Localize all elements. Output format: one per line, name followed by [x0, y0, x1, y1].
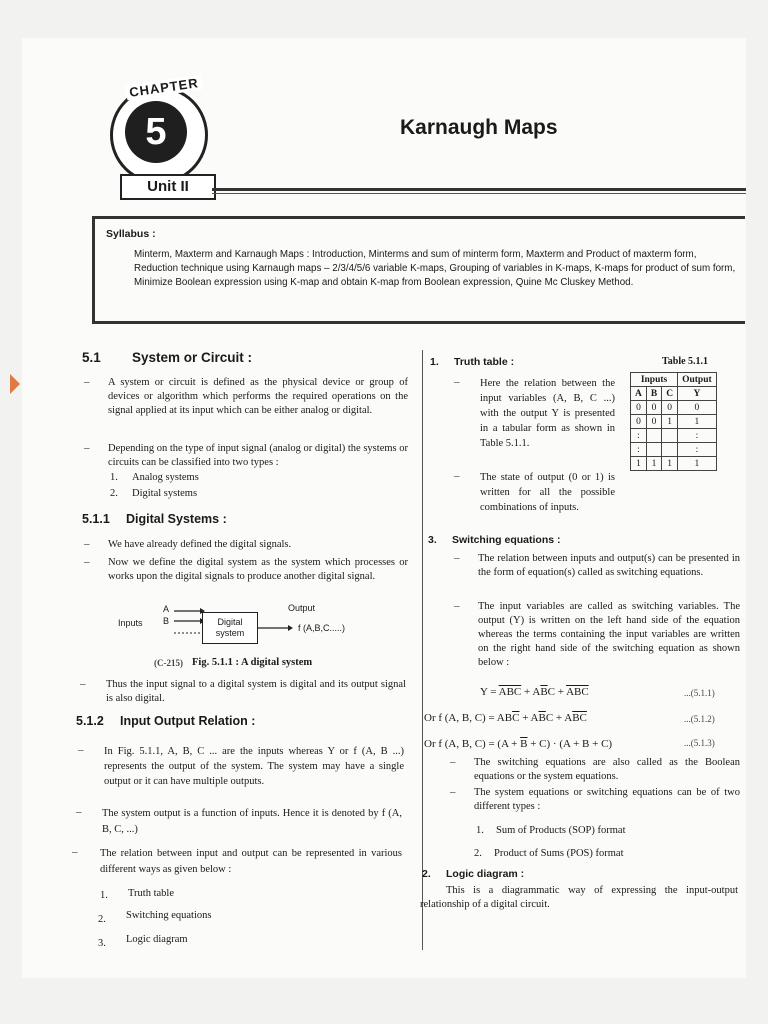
digital-system-label-1: Digital: [217, 617, 243, 627]
table-cell: [662, 429, 678, 443]
equation-5-1-2: [424, 712, 587, 724]
table-cell: 0: [631, 401, 647, 415]
list-item: Analog systems: [132, 472, 199, 483]
section-title-5-1: System or Circuit :: [132, 350, 253, 365]
table-column-header: B: [646, 387, 661, 401]
chapter-title: Karnaugh Maps: [400, 116, 558, 139]
eq-term: $\overline{C}$: [512, 712, 520, 724]
syllabus-text: Minterm, Maxterm and Karnaugh Maps : Introduction, Minterms and sum of minterm form, Maxterm and Product of maxterm form, Reduction technique using Karnaugh maps – 2/3/4/5/6 variable K-maps, Grouping of variables in K-maps, K-maps for product of sum form, Minimize Boolean expression using K-map and obtain K-map from Boolean expression, Quine Mc Cluskey Method.: [134, 249, 736, 288]
paragraph: The system equations or switching equations can be of two different types :: [474, 787, 740, 812]
list-number: 2.: [98, 914, 106, 925]
figure-inputs-label: Inputs: [118, 618, 143, 628]
equation-5-1-3: [424, 738, 612, 750]
heading-truth-table: Truth table :: [454, 356, 515, 368]
table-row: [631, 443, 717, 457]
table-cell: :: [678, 429, 717, 443]
table-cell: 1: [631, 457, 647, 471]
paragraph: The relation between inputs and output(s) can be presented in the form of equation(s) called as switching equations.: [478, 553, 740, 578]
section-title-5-1-1: Digital Systems :: [126, 512, 227, 526]
bullet-dash: –: [84, 442, 90, 454]
digital-system-label-2: system: [215, 628, 245, 638]
paragraph: Depending on the type of input signal (analog or digital) the systems or circuits can be classified into two types :: [108, 443, 408, 468]
heading-switching-equations: Switching equations :: [452, 534, 561, 546]
list-item: Truth table: [128, 888, 174, 899]
section-number-5-1-1: 5.1.1: [82, 512, 110, 526]
figure-output-label: Output: [288, 603, 316, 613]
eq-part: Or f (A, B, C) = AB: [424, 712, 513, 724]
heading-logic-diagram: Logic diagram :: [446, 868, 525, 880]
table-cell: :: [631, 429, 647, 443]
eq-part: + C) · (A + B + C): [527, 738, 613, 750]
paragraph: This is a diagrammatic way of expressing the input-output relationship of a digital circuit.: [420, 885, 738, 910]
eq-term: $\overline{B}$: [520, 738, 528, 750]
list-number: 2.: [474, 848, 482, 859]
eq-part: C + A: [545, 712, 573, 724]
table-cell: 0: [662, 401, 678, 415]
section-title-5-1-2: Input Output Relation :: [120, 714, 256, 728]
eq-term: $\overline{BC}$: [572, 712, 587, 724]
equation-ref: ...(5.1.3): [684, 738, 715, 748]
table-cell: 0: [631, 415, 647, 429]
list-number: 1.: [110, 472, 118, 483]
list-number: 2.: [110, 488, 118, 499]
chapter-word: CHAPTER: [125, 75, 202, 100]
figure-input-a: A: [163, 604, 170, 614]
section-number-5-1: 5.1: [82, 350, 101, 365]
eq-term: $\overline{ABC}$: [498, 686, 522, 698]
item-number: 2.: [422, 868, 431, 880]
item-number: 3.: [428, 534, 437, 546]
paragraph: Thus the input signal to a digital system is digital and its output signal is also digital.: [106, 679, 406, 704]
paragraph: We have already defined the digital signals.: [108, 539, 292, 550]
table-cell: 1: [662, 415, 678, 429]
paragraph: The state of output (0 or 1) is written for all the possible combinations of inputs.: [480, 472, 615, 513]
table-cell: [662, 443, 678, 457]
paragraph: The system output is a function of inputs. Hence it is denoted by f (A, B, C, ...): [102, 808, 402, 835]
bullet-dash: –: [76, 806, 82, 818]
table-cell: :: [631, 443, 647, 457]
paragraph: A system or circuit is defined as the physical device or group of devices or algorithm which performs the required operations on the signal applied at its input which can be either analog or digital.: [108, 377, 408, 416]
bullet-dash: –: [450, 786, 456, 798]
paragraph: The input variables are called as switching variables. The output (Y) is written on the left hand side of the equation whereas the terms containing the input variables are written on the right hand side of the switching equation as shown below :: [478, 601, 740, 668]
bullet-dash: –: [454, 552, 460, 564]
eq-part: + A: [519, 712, 539, 724]
list-item: Product of Sums (POS) format: [494, 848, 624, 859]
bullet-dash: –: [84, 538, 90, 550]
list-number: 1.: [476, 825, 484, 836]
table-cell: :: [678, 443, 717, 457]
digital-system-box: [202, 612, 258, 644]
bullet-dash: –: [84, 376, 90, 388]
table-caption: Table 5.1.1: [662, 356, 709, 367]
figure-code: (C-215): [154, 658, 183, 668]
equation-ref: ...(5.1.2): [684, 714, 715, 724]
table-cell: 0: [678, 401, 717, 415]
table-cell: 1: [678, 457, 717, 471]
table-group-header: Output: [678, 373, 717, 387]
table-group-header: Inputs: [631, 373, 678, 387]
table-cell: 1: [662, 457, 678, 471]
page-edge-marker: [10, 374, 20, 394]
eq-part: C +: [547, 686, 567, 698]
eq-part: + A: [521, 686, 541, 698]
chapter-number: 5: [125, 101, 187, 163]
eq-term: $\overline{B}$: [538, 712, 546, 724]
table-column-header: Y: [678, 387, 717, 401]
item-number: 1.: [430, 356, 439, 368]
eq-part: Or f (A, B, C) = (A +: [424, 738, 521, 750]
table-row: [631, 429, 717, 443]
table-cell: 1: [678, 415, 717, 429]
list-number: 3.: [98, 938, 106, 949]
table-column-header: A: [631, 387, 647, 401]
table-cell: 0: [646, 415, 661, 429]
eq-part: Y =: [480, 686, 499, 698]
bullet-dash: –: [78, 744, 84, 756]
header-rule: [212, 188, 746, 191]
list-number: 1.: [100, 890, 108, 901]
table-cell: 1: [646, 457, 661, 471]
table-row: [631, 401, 717, 415]
figure-caption: Fig. 5.1.1 : A digital system: [192, 657, 313, 668]
paragraph: The relation between input and output can be represented in various different ways as given below :: [100, 848, 402, 875]
bullet-dash: –: [72, 846, 78, 858]
section-number-5-1-2: 5.1.2: [76, 714, 104, 728]
figure-input-b: B: [163, 616, 170, 626]
table-column-header: C: [662, 387, 678, 401]
syllabus-heading: Syllabus :: [106, 228, 156, 240]
list-item: Sum of Products (SOP) format: [496, 825, 626, 836]
equation-ref: ...(5.1.1): [684, 688, 715, 698]
table-cell: 0: [646, 401, 661, 415]
figure-output-fn: f (A,B,C.....): [298, 623, 346, 633]
paragraph: Here the relation between the input variables (A, B, C ...) with the output Y is presented in a tabular form as shown in Table 5.1.1.: [480, 378, 615, 449]
bullet-dash: –: [84, 556, 90, 568]
book-page: [22, 38, 746, 978]
table-row: [631, 415, 717, 429]
paragraph: The switching equations are also called as the Boolean equations or the system equations.: [474, 757, 740, 782]
paragraph: In Fig. 5.1.1, A, B, C ... are the inputs whereas Y or f (A, B ...) represents the output of the system. The system may have a single output or it can have multiple outputs.: [104, 746, 404, 787]
header-rule-thin: [212, 193, 746, 194]
eq-term: $\overline{ABC}$: [566, 686, 589, 698]
table-row: [631, 457, 717, 471]
truth-table: [630, 372, 717, 471]
table-cell: [646, 443, 661, 457]
column-divider: [422, 350, 423, 950]
bullet-dash: –: [454, 600, 460, 612]
unit-label: Unit II: [120, 174, 216, 200]
bullet-dash: –: [454, 376, 460, 388]
equation-5-1-1: [480, 686, 589, 698]
eq-term: $\overline{B}$: [540, 686, 548, 698]
paragraph: Now we define the digital system as the system which processes or works upon the digital signals to produce another digital signal.: [108, 557, 408, 582]
bullet-dash: –: [450, 756, 456, 768]
list-item: Switching equations: [126, 910, 212, 921]
bullet-dash: –: [80, 678, 86, 690]
bullet-dash: –: [454, 470, 460, 482]
table-cell: [646, 429, 661, 443]
list-item: Digital systems: [132, 488, 198, 499]
list-item: Logic diagram: [126, 934, 188, 945]
